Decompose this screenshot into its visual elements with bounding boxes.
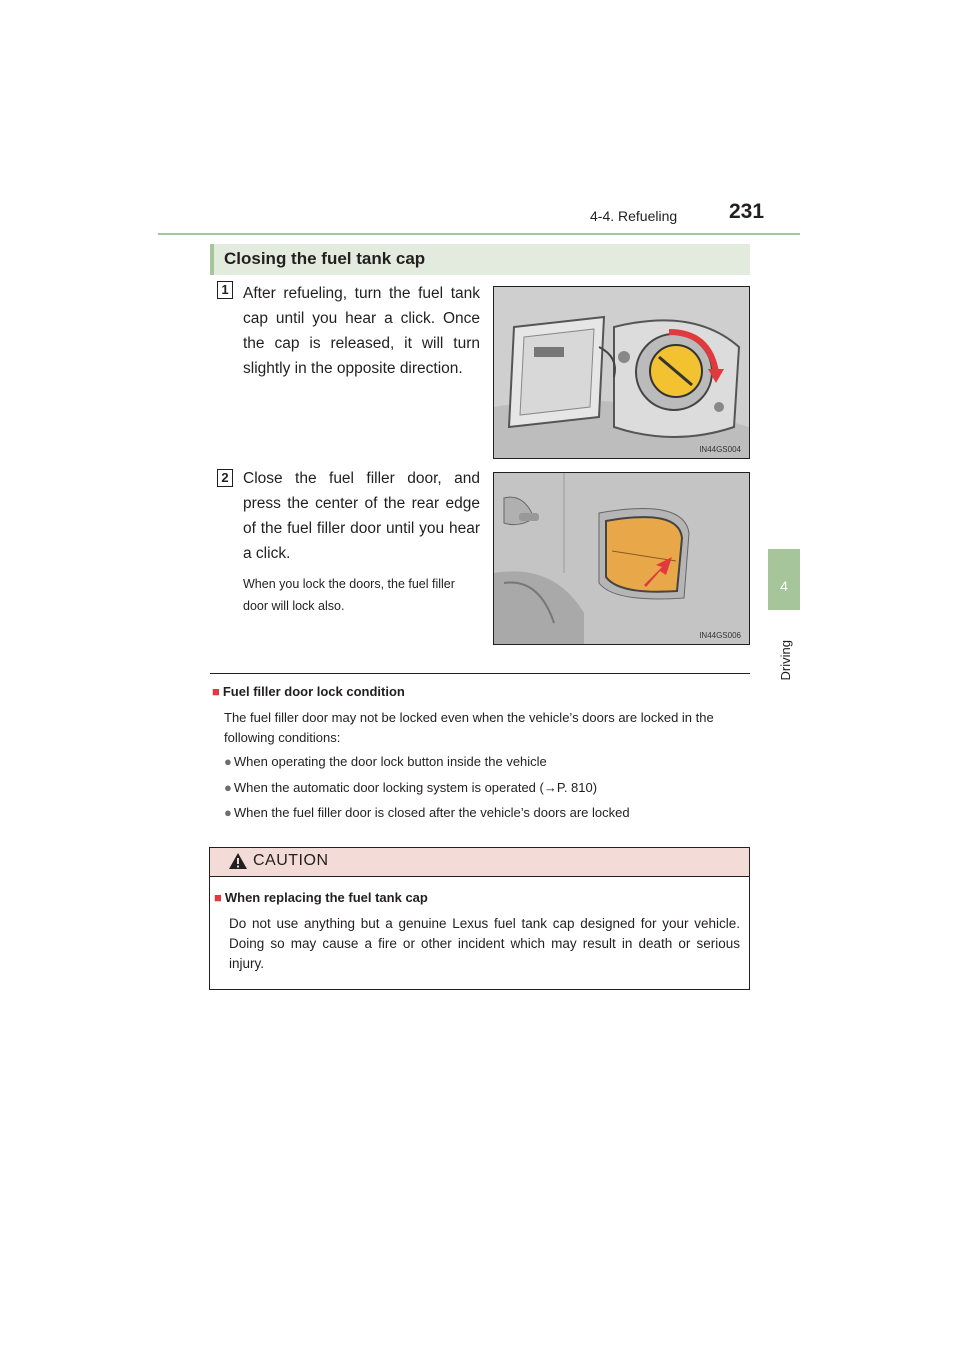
fuel-door-drawing [494, 473, 749, 644]
info-title-text: Fuel filler door lock condition [222, 684, 405, 699]
fuel-cap-illustration [493, 286, 750, 459]
illustration-code: IN44GS006 [699, 631, 741, 640]
bullet-dot-icon: ● [224, 754, 232, 769]
step-1-text: After refueling, turn the fuel tank cap until you hear a click. Once the cap is released, it will turn slightly in the opposite direction. [243, 285, 480, 377]
fuel-cap-drawing [494, 287, 749, 458]
caution-label: CAUTION [253, 852, 329, 869]
illustration-code: IN44GS004 [699, 445, 741, 454]
info-bullet [224, 754, 547, 769]
caution-title-text: When replacing the fuel tank cap [224, 890, 428, 905]
section-heading [210, 244, 750, 275]
caution-body: Do not use anything but a genuine Lexus fuel tank cap designed for your vehicle. Doing so may cause a fire or other incident which may result in death or serious injury. [229, 916, 740, 971]
info-title [212, 684, 405, 699]
warning-triangle-icon [228, 852, 248, 875]
caution-title [214, 890, 428, 905]
info-bullet-text: When the fuel filler door is closed after the vehicle’s doors are locked [233, 805, 630, 820]
chapter-tab-label: Driving [778, 640, 793, 681]
header-rule [158, 233, 800, 235]
info-bullet-text: When the automatic door locking system is operated (→P. 810) [233, 780, 598, 795]
info-bullet [224, 805, 630, 820]
section-divider [210, 673, 750, 674]
bullet-dot-icon: ● [224, 805, 232, 820]
square-bullet-icon: ■ [212, 684, 220, 699]
bullet-dot-icon: ● [224, 780, 232, 795]
section-heading-text: Closing the fuel tank cap [224, 249, 426, 268]
step-2-text: Close the fuel filler door, and press the center of the rear edge of the fuel filler door until you hear a click. [243, 470, 480, 562]
fuel-door-illustration [493, 472, 750, 645]
chapter-tab-number: 4 [780, 578, 788, 594]
info-body: The fuel filler door may not be locked even when the vehicle’s doors are locked in the following conditions: [224, 710, 714, 745]
step-2-badge: 2 [217, 469, 233, 487]
square-bullet-icon: ■ [214, 890, 222, 905]
section-label: 4-4. Refueling [590, 208, 678, 224]
step-1-badge: 1 [217, 281, 233, 299]
step-2-note: When you lock the doors, the fuel filler door will lock also. [243, 577, 455, 613]
page-number: 231 [729, 200, 765, 223]
info-bullet-text: When operating the door lock button inside the vehicle [233, 754, 547, 769]
info-bullet [224, 780, 597, 795]
